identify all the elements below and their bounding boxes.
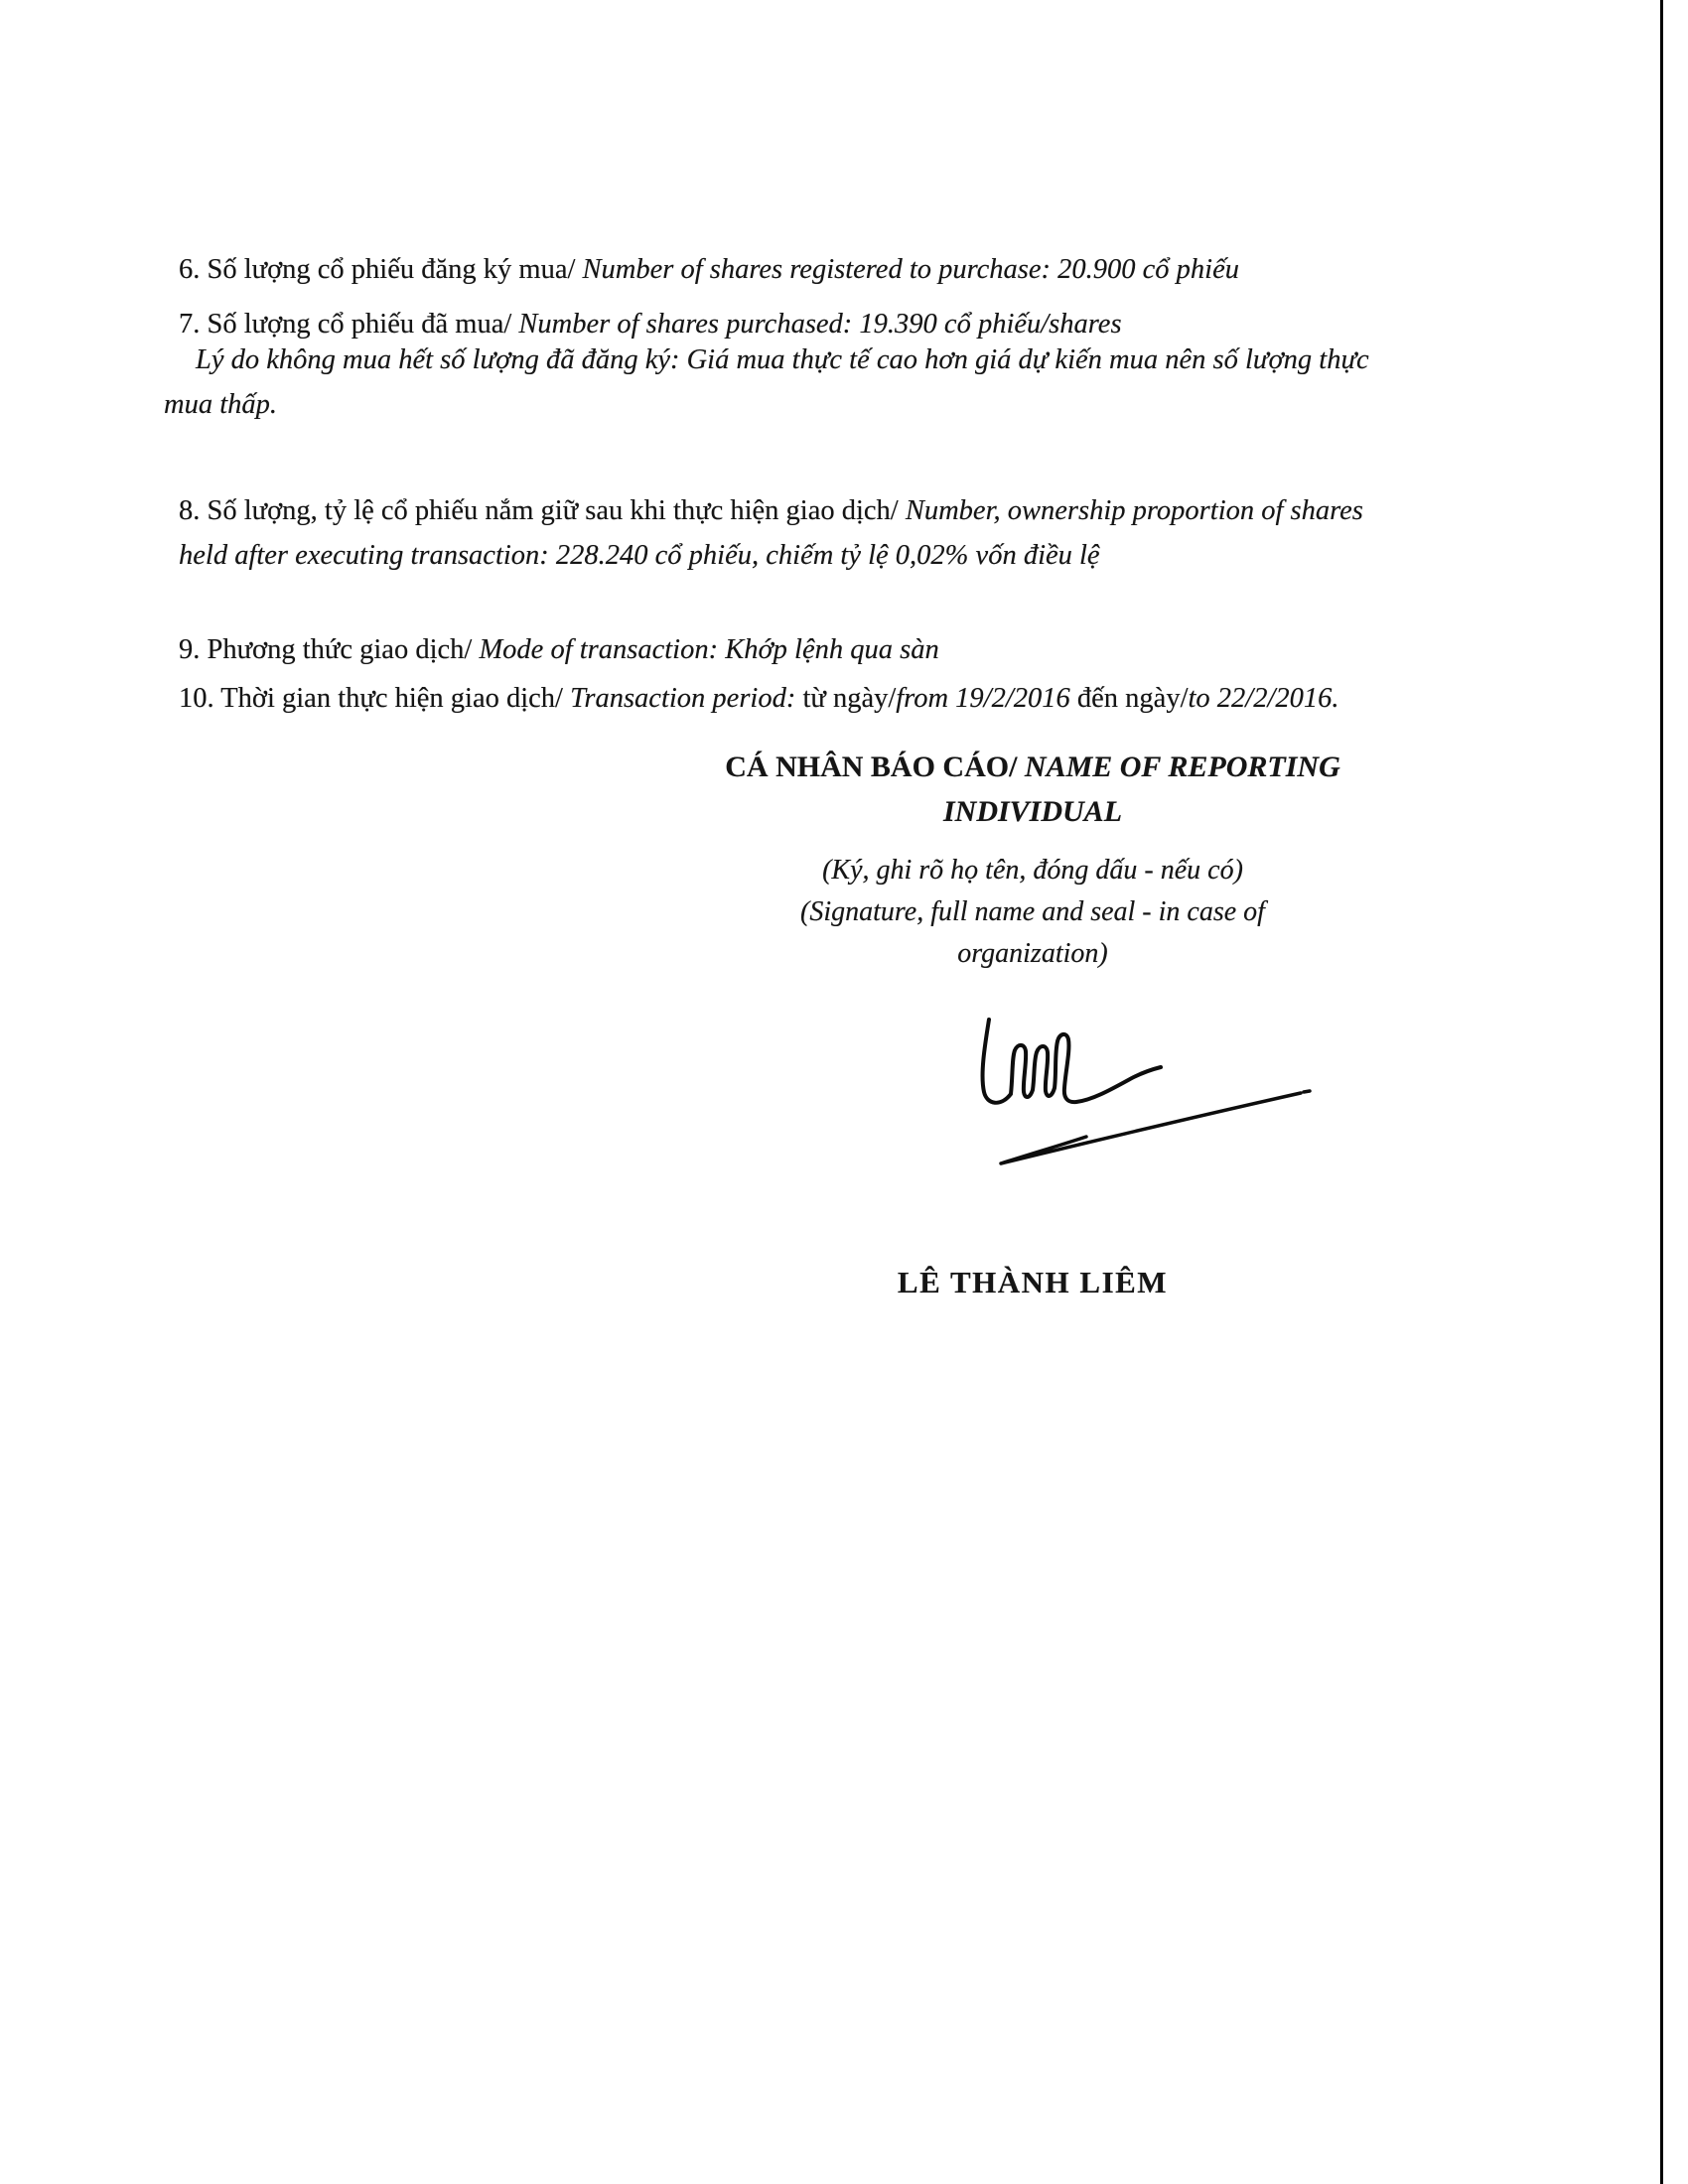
signature-note-vi: (Ký, ghi rõ họ tên, đóng dấu - nếu có) bbox=[822, 855, 1243, 886]
signature-note-en-line-1: (Signature, full name and seal - in case of bbox=[800, 896, 1265, 927]
item-6-en-value: Number of shares registered to purchase: 20.900 cổ phiếu bbox=[582, 253, 1239, 285]
handwritten-signature bbox=[951, 1007, 1338, 1180]
signer-name: LÊ THÀNH LIÊM bbox=[897, 1265, 1169, 1299]
title-line-1 bbox=[616, 745, 1450, 789]
page-scan-edge-line bbox=[1660, 0, 1663, 2184]
list-item-8 bbox=[179, 488, 1609, 578]
signature-note-en-line-2: organization) bbox=[957, 938, 1108, 969]
title-vi: CÁ NHÂN BÁO CÁO/ bbox=[725, 751, 1025, 783]
item-9-en-value: Mode of transaction: Khớp lệnh qua sàn bbox=[479, 633, 939, 665]
reason-line-2: mua thấp. bbox=[164, 389, 277, 420]
item-10-to-label: đến ngày/ bbox=[1069, 682, 1189, 714]
item-9-vi-label: 9. Phương thức giao dịch/ bbox=[179, 633, 480, 665]
item-10-vi-label: 10. Thời gian thực hiện giao dịch/ bbox=[179, 682, 571, 714]
item-8-en-value-part1: Number, ownership proportion of shares bbox=[905, 495, 1363, 526]
title-en: NAME OF REPORTING bbox=[1024, 751, 1340, 783]
reason-line-1: Lý do không mua hết số lượng đã đăng ký: Giá mua thực tế cao hơn giá dự kiến mua nên số lượng thực bbox=[196, 344, 1369, 375]
list-item-9 bbox=[179, 627, 1609, 672]
signature-swoosh-underline bbox=[1001, 1091, 1310, 1163]
item-7-vi-label: 7. Số lượng cổ phiếu đã mua/ bbox=[179, 308, 519, 340]
title-en-line-2: INDIVIDUAL bbox=[942, 795, 1123, 828]
item-10-from-date: from 19/2/2016 bbox=[896, 682, 1070, 714]
item-7-en-value: Number of shares purchased: 19.390 cổ phiếu/shares bbox=[518, 308, 1122, 340]
item-10-from-label: từ ngày/ bbox=[795, 682, 897, 714]
signature-instructions bbox=[616, 850, 1450, 975]
item-8-line-1 bbox=[179, 488, 1609, 533]
reason-paragraph bbox=[164, 338, 1594, 427]
item-10-en-label: Transaction period: bbox=[570, 682, 796, 714]
list-item-6 bbox=[179, 247, 1609, 292]
item-8-vi-label: 8. Số lượng, tỷ lệ cổ phiếu nắm giữ sau khi thực hiện giao dịch/ bbox=[179, 495, 906, 526]
item-10-to-date: to 22/2/2016. bbox=[1188, 682, 1339, 714]
item-6-vi-label: 6. Số lượng cổ phiếu đăng ký mua/ bbox=[179, 253, 583, 285]
list-item-10 bbox=[179, 676, 1609, 721]
reporting-individual-title bbox=[616, 745, 1450, 834]
signature-scribble bbox=[983, 1020, 1161, 1103]
item-8-en-value-part2: held after executing transaction: 228.240 cổ phiếu, chiếm tỷ lệ 0,02% vốn điều lệ bbox=[179, 540, 1100, 571]
